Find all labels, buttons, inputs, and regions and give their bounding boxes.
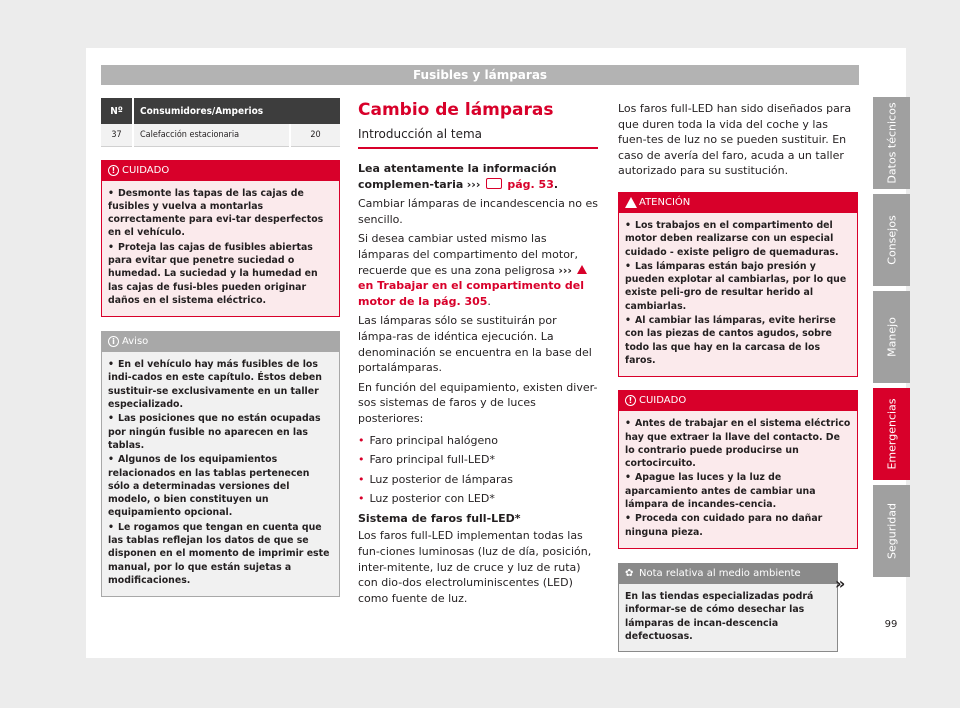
lamp-type-list (358, 433, 598, 507)
cuidado-box-2 (618, 390, 858, 549)
nota-ambiente-box (618, 563, 838, 652)
paragraph: Las lámparas sólo se sustituirán por lámpa-ras de idéntica ejecución. La denominación se encuentra en la base del portalámparas. (358, 314, 592, 375)
fuse-number: 37 (101, 124, 133, 146)
cuidado-body (102, 181, 339, 317)
list-item: • Faro principal full-LED* (358, 452, 598, 468)
list-item: • Luz posterior de lámparas (358, 472, 598, 488)
paragraph: Los faros full-LED implementan todas las fun-ciones luminosas (luz de día, posición, inter-mitente, luz de cruce y luz de ruta) con dio-dos electroluminiscentes (LED) como fuente de luz. (358, 529, 592, 605)
list-item: • Las lámparas están bajo presión y pueden explotar al cambiarlas, por lo que existe peli-gro de resultar herido al cambiarlas. (625, 260, 851, 313)
fuse-table (101, 98, 340, 147)
aviso-header (102, 332, 339, 352)
cuidado-label-2: CUIDADO (639, 395, 687, 407)
cuidado-header-2 (619, 391, 857, 411)
cuidado-header (102, 161, 339, 181)
continued-icon: » (835, 574, 846, 593)
list-item: • En el vehículo hay más fusibles de los indi-cados en este capítulo. Éstos deben sustituir-se exclusivamente en un taller especializado. (108, 358, 333, 411)
fuse-amperes: 20 (290, 124, 340, 146)
list-item: • Algunos de los equipamientos relacionados en las tablas pertenecen sólo a determinadas versiones del modelo, o bien constituyen un equipamiento opcional. (108, 453, 333, 519)
list-item: • Desmonte las tapas de las cajas de fusibles y vuelva a montarlas correctamente para evi-tar desperfectos en el vehículo. (108, 187, 333, 240)
list-item: • Las posiciones que no están ocupadas por ningún fusible no aparecen en las tablas. (108, 412, 333, 452)
paragraph: Cambiar lámparas de incandescencia no es sencillo. (358, 197, 599, 226)
aviso-label: Aviso (122, 336, 149, 348)
column-middle (358, 98, 598, 606)
warning-triangle-icon (577, 265, 587, 274)
tab-label: Consejos (885, 215, 898, 265)
list-item: • Al cambiar las lámparas, evite herirse con las piezas de cantos agudos, sobre todo las que hay en la carcasa de los faros. (625, 314, 851, 367)
period: . (487, 294, 491, 308)
atencion-label: ATENCIÓN (639, 196, 691, 208)
tab-label: Emergencias (885, 398, 898, 470)
atencion-header (619, 193, 857, 213)
atencion-box (618, 192, 858, 377)
info-icon: i (108, 336, 119, 347)
paragraph: Los faros full-LED han sido diseñados para que duren toda la vida del coche y las fuen-tes de luz no se pueden sustituir. En caso de avería del faro, acuda a un taller autorizado para su sustitución. (618, 102, 852, 178)
list-item: • Luz posterior con LED* (358, 491, 598, 507)
tab-label: Manejo (885, 317, 898, 357)
warning-triangle-icon (625, 197, 637, 208)
nota-header (619, 564, 837, 584)
column-left (101, 98, 340, 597)
intro-text: Lea atentamente la información complemen-taria (358, 162, 557, 191)
info-circle-icon: ! (108, 165, 119, 176)
page-number: 99 (884, 619, 898, 630)
table-header-consumers: Consumidores/Amperios (133, 98, 340, 124)
table-header-row (101, 98, 340, 124)
table-header-number: Nº (101, 98, 133, 124)
ref-arrows: ››› (558, 263, 572, 277)
info-circle-icon: ! (625, 395, 636, 406)
tab-emergencias[interactable] (873, 388, 910, 480)
list-item: • Apague las luces y la luz de aparcamiento antes de cambiar una lámpara de incandes-cencia. (625, 471, 851, 511)
running-header: Fusibles y lámparas (101, 65, 859, 85)
aviso-body (102, 352, 339, 596)
tab-label: Datos técnicos (885, 102, 898, 184)
engine-compartment-link[interactable]: en Trabajar en el compartimento del motor de la pág. 305 (358, 279, 584, 308)
fuse-consumer: Calefacción estacionaria (133, 124, 290, 146)
intro-page-link[interactable]: pág. 53 (507, 177, 554, 191)
list-item: • Proceda con cuidado para no dañar ninguna pieza. (625, 512, 851, 539)
leaf-icon: ✿ (625, 567, 634, 579)
column-right (618, 98, 858, 652)
intro-arrows: ››› (466, 177, 481, 191)
tab-label: Seguridad (885, 503, 898, 559)
list-item: • Proteja las cajas de fusibles abiertas para evitar que penetre suciedad o humedad. La suciedad y la humedad en las cajas de fusi-bles pueden originar daños en el sistema eléctrico. (108, 241, 333, 307)
cuidado-body-2 (619, 411, 857, 548)
cuidado-label: CUIDADO (122, 164, 170, 176)
subsection-heading: Sistema de faros full-LED* (358, 511, 521, 525)
aviso-box (101, 331, 340, 597)
paragraph: En función del equipamiento, existen diver-sos sistemas de faros y de luces posteriores: (358, 380, 598, 425)
paragraph-text: Si desea cambiar usted mismo las lámparas del compartimento del motor, recuerde que es una zona peligrosa (358, 232, 578, 277)
nota-body: En las tiendas especializadas podrá informar-se de cómo desechar las lámparas de incan-descencia defectuosas. (619, 584, 837, 651)
list-item: • Los trabajos en el compartimento del motor deben realizarse con un especial cuidado - existe peligro de quemaduras. (625, 219, 851, 259)
intro-paragraph: Lea atentamente la información complemen-taria ››› pág. 53. (358, 162, 559, 191)
paragraph (358, 231, 598, 309)
section-title: Cambio de lámparas (358, 100, 554, 120)
tab-datos-tecnicos[interactable] (873, 97, 910, 189)
list-item: • Antes de trabajar en el sistema eléctrico hay que extraer la llave del contacto. De lo contrario puede producirse un cortocircuito. (625, 417, 851, 470)
atencion-body (619, 213, 857, 376)
tab-manejo[interactable] (873, 291, 910, 383)
section-subtitle: Introducción al tema (358, 127, 598, 149)
tab-seguridad[interactable] (873, 485, 910, 577)
nota-label: Nota relativa al medio ambiente (639, 567, 801, 579)
list-item: • Faro principal halógeno (358, 433, 598, 449)
table-row (101, 124, 340, 146)
list-item: • Le rogamos que tengan en cuenta que las tablas reflejan los datos de que se disponen en el momento de imprimir este manual, por lo que están sujetas a modificaciones. (108, 521, 333, 587)
cuidado-box (101, 160, 340, 318)
tab-consejos[interactable] (873, 194, 910, 286)
book-icon (486, 178, 502, 189)
